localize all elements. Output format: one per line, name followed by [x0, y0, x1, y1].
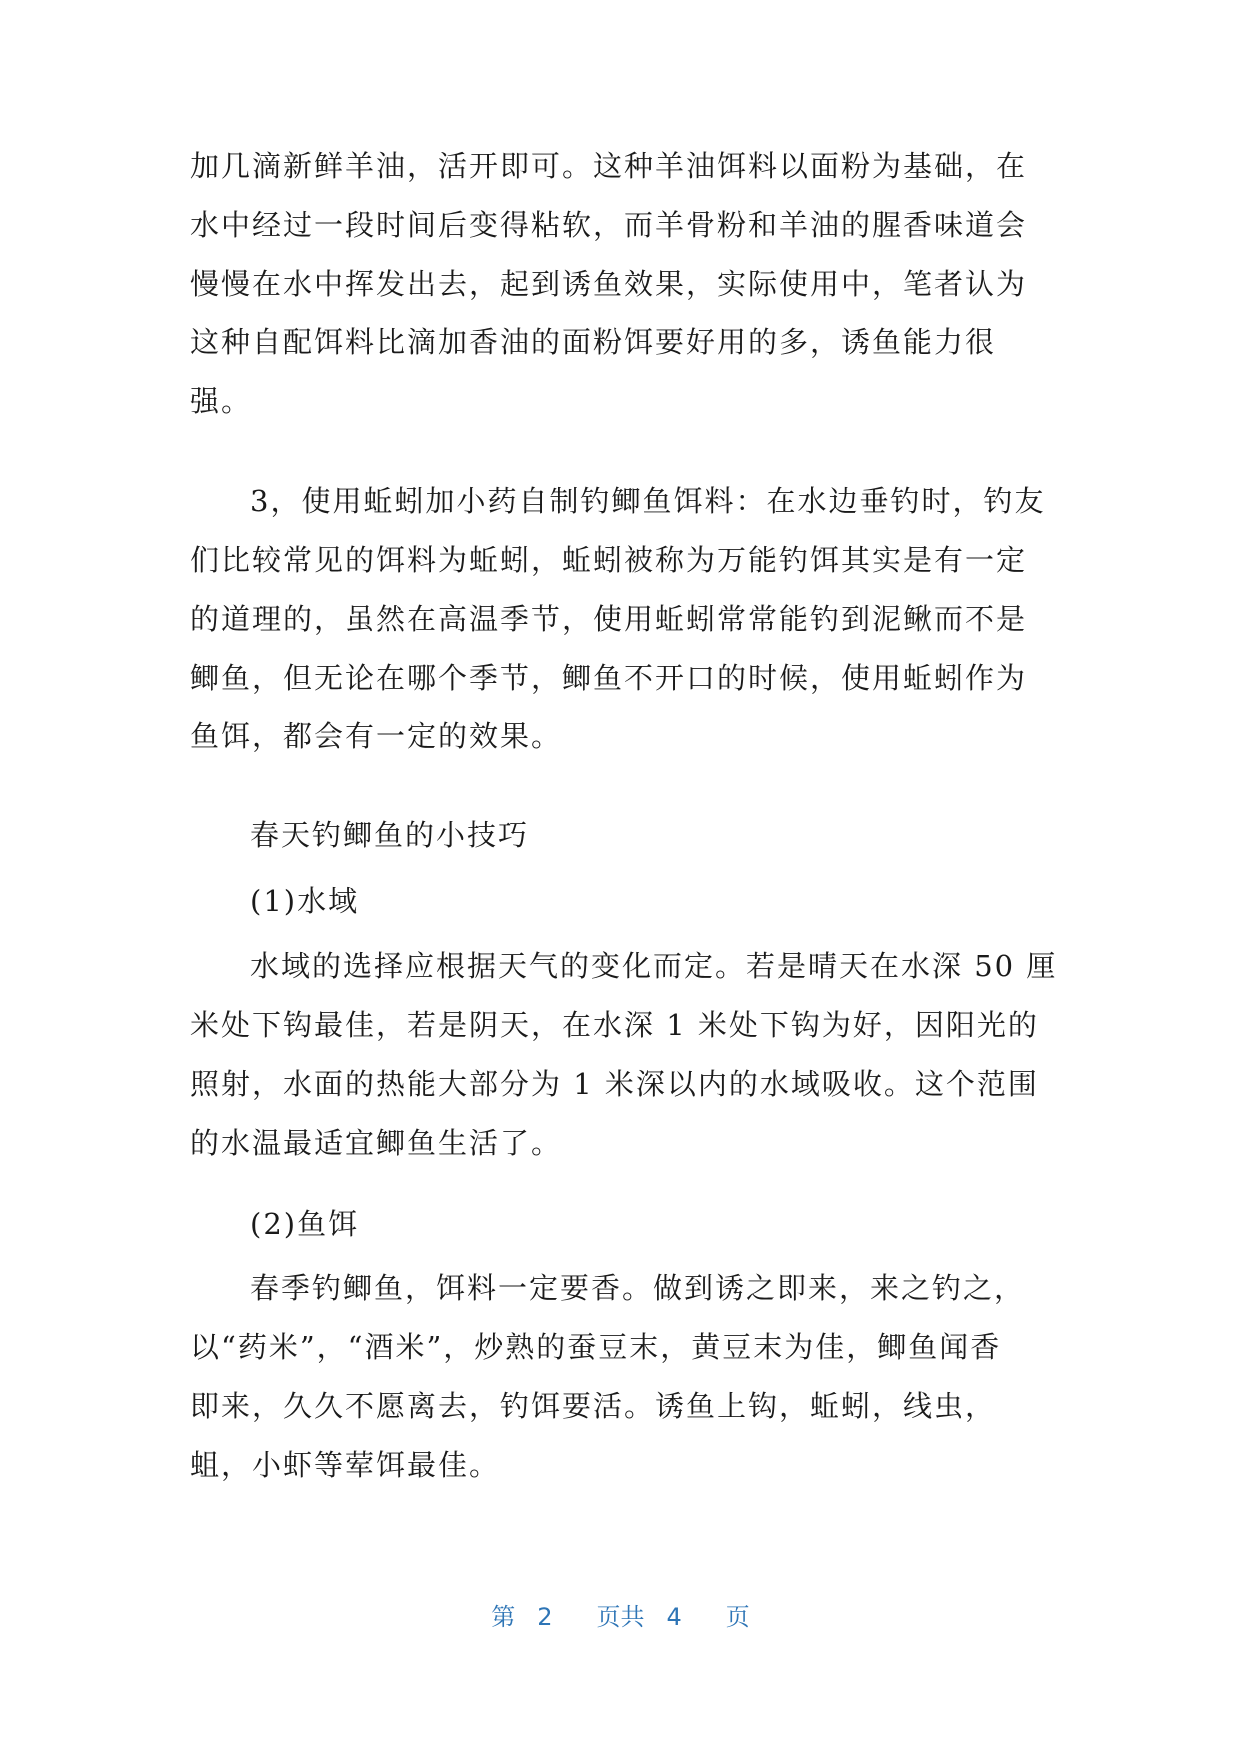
footer-page-prefix: 第 [491, 1603, 516, 1631]
body-line: 蛆，小虾等荤饵最佳。 [190, 1448, 501, 1482]
section-heading: 春天钓鲫鱼的小技巧 [250, 818, 530, 852]
body-line: 即来，久久不愿离去，钓饵要活。诱鱼上钩，蚯蚓，线虫， [190, 1389, 997, 1423]
body-line: 照射，水面的热能大部分为 1 米深以内的水域吸收。这个范围 [190, 1067, 1039, 1101]
subheading-bait: (2)鱼饵 [250, 1207, 360, 1241]
body-line: 水中经过一段时间后变得粘软，而羊骨粉和羊油的腥香味道会 [190, 208, 1028, 242]
subheading-water-area: (1)水域 [250, 884, 360, 918]
body-line: 以“药米”，“酒米”，炒熟的蚕豆末，黄豆末为佳，鲫鱼闻香 [190, 1330, 1002, 1364]
body-line: 加几滴新鲜羊油，活开即可。这种羊油饵料以面粉为基础，在 [190, 149, 1028, 183]
body-line: 的水温最适宜鲫鱼生活了。 [190, 1126, 563, 1160]
body-line: 鲫鱼，但无论在哪个季节，鲫鱼不开口的时候，使用蚯蚓作为 [190, 661, 1028, 695]
paragraph-start-line: 水域的选择应根据天气的变化而定。若是晴天在水深 50 厘 [250, 949, 1058, 983]
footer-page-total: 4 [666, 1603, 682, 1631]
body-line: 强。 [190, 384, 253, 418]
body-line: 鱼饵，都会有一定的效果。 [190, 719, 563, 753]
body-line: 这种自配饵料比滴加香油的面粉饵要好用的多，诱鱼能力很 [190, 325, 997, 359]
footer-page-number: 2 [537, 1603, 553, 1631]
paragraph-start-line: 3，使用蚯蚓加小药自制钓鲫鱼饵料：在水边垂钓时，钓友 [250, 484, 1046, 518]
body-line: 慢慢在水中挥发出去，起到诱鱼效果，实际使用中，笔者认为 [190, 267, 1028, 301]
footer-page-suffix: 页 [725, 1603, 750, 1631]
footer-page-mid: 页共 [596, 1603, 645, 1631]
body-line: 米处下钩最佳，若是阴天，在水深 1 米处下钩为好，因阳光的 [190, 1008, 1039, 1042]
page-footer [0, 1601, 1241, 1633]
paragraph-start-line: 春季钓鲫鱼，饵料一定要香。做到诱之即来，来之钓之， [250, 1271, 1026, 1305]
body-line: 的道理的，虽然在高温季节，使用蚯蚓常常能钓到泥鳅而不是 [190, 602, 1028, 636]
body-line: 们比较常见的饵料为蚯蚓，蚯蚓被称为万能钓饵其实是有一定 [190, 543, 1028, 577]
